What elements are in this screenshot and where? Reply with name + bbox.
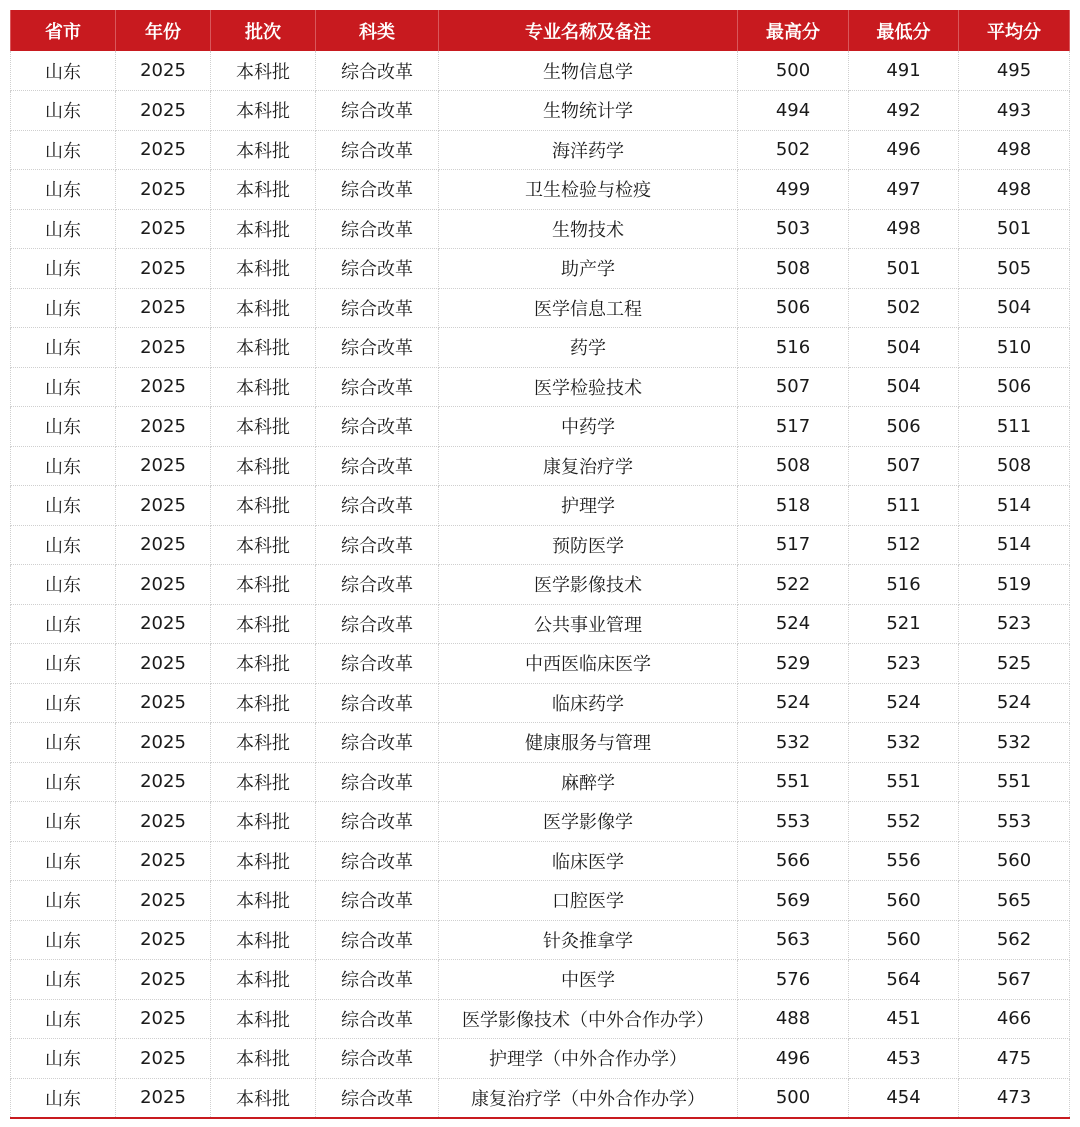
cell-category: 综合改革 bbox=[316, 486, 439, 526]
cell-batch: 本科批 bbox=[211, 604, 316, 644]
cell-max-score: 517 bbox=[738, 407, 849, 447]
cell-province: 山东 bbox=[11, 130, 116, 170]
cell-min-score: 551 bbox=[849, 762, 959, 802]
cell-max-score: 507 bbox=[738, 367, 849, 407]
table-row bbox=[11, 1039, 1070, 1079]
cell-batch: 本科批 bbox=[211, 328, 316, 368]
header-row bbox=[11, 10, 1070, 51]
cell-year: 2025 bbox=[116, 565, 211, 605]
cell-major: 护理学（中外合作办学） bbox=[439, 1039, 738, 1079]
table-row bbox=[11, 407, 1070, 447]
cell-avg-score: 504 bbox=[959, 288, 1070, 328]
cell-major: 药学 bbox=[439, 328, 738, 368]
cell-batch: 本科批 bbox=[211, 209, 316, 249]
cell-category: 综合改革 bbox=[316, 1039, 439, 1079]
cell-max-score: 553 bbox=[738, 802, 849, 842]
cell-avg-score: 505 bbox=[959, 249, 1070, 289]
cell-max-score: 517 bbox=[738, 525, 849, 565]
cell-category: 综合改革 bbox=[316, 723, 439, 763]
cell-year: 2025 bbox=[116, 367, 211, 407]
cell-category: 综合改革 bbox=[316, 367, 439, 407]
header-major: 专业名称及备注 bbox=[439, 10, 738, 51]
cell-avg-score: 498 bbox=[959, 130, 1070, 170]
cell-max-score: 563 bbox=[738, 920, 849, 960]
cell-major: 中医学 bbox=[439, 960, 738, 1000]
cell-major: 医学影像技术 bbox=[439, 565, 738, 605]
cell-min-score: 492 bbox=[849, 91, 959, 131]
cell-min-score: 496 bbox=[849, 130, 959, 170]
cell-province: 山东 bbox=[11, 841, 116, 881]
header-category: 科类 bbox=[316, 10, 439, 51]
cell-batch: 本科批 bbox=[211, 1039, 316, 1079]
cell-min-score: 451 bbox=[849, 999, 959, 1039]
cell-province: 山东 bbox=[11, 762, 116, 802]
cell-category: 综合改革 bbox=[316, 1078, 439, 1118]
cell-min-score: 506 bbox=[849, 407, 959, 447]
cell-province: 山东 bbox=[11, 51, 116, 91]
cell-province: 山东 bbox=[11, 802, 116, 842]
cell-avg-score: 475 bbox=[959, 1039, 1070, 1079]
cell-min-score: 511 bbox=[849, 486, 959, 526]
table-row bbox=[11, 328, 1070, 368]
cell-min-score: 532 bbox=[849, 723, 959, 763]
cell-category: 综合改革 bbox=[316, 51, 439, 91]
cell-min-score: 502 bbox=[849, 288, 959, 328]
cell-avg-score: 567 bbox=[959, 960, 1070, 1000]
cell-category: 综合改革 bbox=[316, 446, 439, 486]
cell-major: 临床药学 bbox=[439, 683, 738, 723]
cell-max-score: 569 bbox=[738, 881, 849, 921]
cell-year: 2025 bbox=[116, 841, 211, 881]
cell-batch: 本科批 bbox=[211, 288, 316, 328]
cell-avg-score: 495 bbox=[959, 51, 1070, 91]
cell-batch: 本科批 bbox=[211, 841, 316, 881]
cell-province: 山东 bbox=[11, 644, 116, 684]
table-row bbox=[11, 249, 1070, 289]
header-avg-score: 平均分 bbox=[959, 10, 1070, 51]
cell-avg-score: 506 bbox=[959, 367, 1070, 407]
cell-major: 公共事业管理 bbox=[439, 604, 738, 644]
cell-year: 2025 bbox=[116, 170, 211, 210]
cell-major: 医学检验技术 bbox=[439, 367, 738, 407]
cell-major: 生物信息学 bbox=[439, 51, 738, 91]
table-row bbox=[11, 1078, 1070, 1118]
cell-major: 口腔医学 bbox=[439, 881, 738, 921]
cell-province: 山东 bbox=[11, 367, 116, 407]
cell-min-score: 560 bbox=[849, 920, 959, 960]
admission-score-table bbox=[10, 10, 1070, 1119]
table-header bbox=[11, 10, 1070, 51]
cell-min-score: 512 bbox=[849, 525, 959, 565]
cell-major: 中西医临床医学 bbox=[439, 644, 738, 684]
cell-min-score: 521 bbox=[849, 604, 959, 644]
cell-year: 2025 bbox=[116, 802, 211, 842]
cell-avg-score: 514 bbox=[959, 486, 1070, 526]
cell-year: 2025 bbox=[116, 407, 211, 447]
cell-avg-score: 510 bbox=[959, 328, 1070, 368]
cell-year: 2025 bbox=[116, 762, 211, 802]
cell-avg-score: 523 bbox=[959, 604, 1070, 644]
cell-max-score: 522 bbox=[738, 565, 849, 605]
table-row bbox=[11, 683, 1070, 723]
cell-major: 卫生检验与检疫 bbox=[439, 170, 738, 210]
cell-province: 山东 bbox=[11, 209, 116, 249]
cell-category: 综合改革 bbox=[316, 841, 439, 881]
cell-avg-score: 519 bbox=[959, 565, 1070, 605]
cell-batch: 本科批 bbox=[211, 960, 316, 1000]
cell-min-score: 564 bbox=[849, 960, 959, 1000]
cell-major: 麻醉学 bbox=[439, 762, 738, 802]
cell-category: 综合改革 bbox=[316, 249, 439, 289]
cell-category: 综合改革 bbox=[316, 288, 439, 328]
cell-max-score: 506 bbox=[738, 288, 849, 328]
cell-avg-score: 565 bbox=[959, 881, 1070, 921]
cell-year: 2025 bbox=[116, 604, 211, 644]
cell-major: 医学信息工程 bbox=[439, 288, 738, 328]
cell-avg-score: 511 bbox=[959, 407, 1070, 447]
cell-batch: 本科批 bbox=[211, 525, 316, 565]
cell-max-score: 551 bbox=[738, 762, 849, 802]
table-body bbox=[11, 51, 1070, 1118]
cell-max-score: 508 bbox=[738, 446, 849, 486]
cell-batch: 本科批 bbox=[211, 91, 316, 131]
cell-batch: 本科批 bbox=[211, 367, 316, 407]
cell-province: 山东 bbox=[11, 920, 116, 960]
cell-batch: 本科批 bbox=[211, 1078, 316, 1118]
cell-avg-score: 473 bbox=[959, 1078, 1070, 1118]
cell-batch: 本科批 bbox=[211, 881, 316, 921]
cell-year: 2025 bbox=[116, 683, 211, 723]
cell-category: 综合改革 bbox=[316, 683, 439, 723]
cell-min-score: 556 bbox=[849, 841, 959, 881]
cell-min-score: 524 bbox=[849, 683, 959, 723]
table-row bbox=[11, 762, 1070, 802]
cell-province: 山东 bbox=[11, 960, 116, 1000]
cell-min-score: 560 bbox=[849, 881, 959, 921]
cell-province: 山东 bbox=[11, 1039, 116, 1079]
cell-batch: 本科批 bbox=[211, 565, 316, 605]
cell-max-score: 532 bbox=[738, 723, 849, 763]
cell-year: 2025 bbox=[116, 960, 211, 1000]
cell-category: 综合改革 bbox=[316, 91, 439, 131]
cell-batch: 本科批 bbox=[211, 407, 316, 447]
table-row bbox=[11, 565, 1070, 605]
cell-province: 山东 bbox=[11, 446, 116, 486]
cell-year: 2025 bbox=[116, 644, 211, 684]
cell-avg-score: 525 bbox=[959, 644, 1070, 684]
cell-year: 2025 bbox=[116, 51, 211, 91]
cell-major: 生物统计学 bbox=[439, 91, 738, 131]
cell-category: 综合改革 bbox=[316, 525, 439, 565]
cell-batch: 本科批 bbox=[211, 999, 316, 1039]
cell-category: 综合改革 bbox=[316, 802, 439, 842]
table-row bbox=[11, 802, 1070, 842]
table-row bbox=[11, 91, 1070, 131]
cell-province: 山东 bbox=[11, 881, 116, 921]
cell-max-score: 524 bbox=[738, 683, 849, 723]
cell-avg-score: 551 bbox=[959, 762, 1070, 802]
cell-avg-score: 508 bbox=[959, 446, 1070, 486]
table-row bbox=[11, 644, 1070, 684]
cell-min-score: 498 bbox=[849, 209, 959, 249]
cell-year: 2025 bbox=[116, 446, 211, 486]
header-min-score: 最低分 bbox=[849, 10, 959, 51]
table-row bbox=[11, 288, 1070, 328]
cell-category: 综合改革 bbox=[316, 881, 439, 921]
cell-max-score: 516 bbox=[738, 328, 849, 368]
header-province: 省市 bbox=[11, 10, 116, 51]
cell-year: 2025 bbox=[116, 920, 211, 960]
cell-year: 2025 bbox=[116, 91, 211, 131]
cell-province: 山东 bbox=[11, 999, 116, 1039]
table-row bbox=[11, 841, 1070, 881]
cell-batch: 本科批 bbox=[211, 644, 316, 684]
cell-category: 综合改革 bbox=[316, 644, 439, 684]
cell-avg-score: 560 bbox=[959, 841, 1070, 881]
cell-max-score: 503 bbox=[738, 209, 849, 249]
cell-min-score: 453 bbox=[849, 1039, 959, 1079]
cell-province: 山东 bbox=[11, 407, 116, 447]
cell-min-score: 497 bbox=[849, 170, 959, 210]
cell-min-score: 501 bbox=[849, 249, 959, 289]
cell-avg-score: 501 bbox=[959, 209, 1070, 249]
cell-category: 综合改革 bbox=[316, 407, 439, 447]
cell-province: 山东 bbox=[11, 288, 116, 328]
cell-batch: 本科批 bbox=[211, 446, 316, 486]
cell-max-score: 502 bbox=[738, 130, 849, 170]
cell-year: 2025 bbox=[116, 486, 211, 526]
cell-max-score: 488 bbox=[738, 999, 849, 1039]
cell-province: 山东 bbox=[11, 604, 116, 644]
cell-min-score: 507 bbox=[849, 446, 959, 486]
cell-batch: 本科批 bbox=[211, 170, 316, 210]
cell-max-score: 499 bbox=[738, 170, 849, 210]
cell-max-score: 524 bbox=[738, 604, 849, 644]
cell-batch: 本科批 bbox=[211, 130, 316, 170]
cell-category: 综合改革 bbox=[316, 960, 439, 1000]
cell-batch: 本科批 bbox=[211, 723, 316, 763]
cell-max-score: 496 bbox=[738, 1039, 849, 1079]
cell-province: 山东 bbox=[11, 486, 116, 526]
table-row bbox=[11, 525, 1070, 565]
cell-max-score: 500 bbox=[738, 51, 849, 91]
cell-min-score: 454 bbox=[849, 1078, 959, 1118]
cell-year: 2025 bbox=[116, 328, 211, 368]
cell-category: 综合改革 bbox=[316, 920, 439, 960]
table-row bbox=[11, 999, 1070, 1039]
table-row bbox=[11, 960, 1070, 1000]
cell-year: 2025 bbox=[116, 1078, 211, 1118]
header-max-score: 最高分 bbox=[738, 10, 849, 51]
table-row bbox=[11, 367, 1070, 407]
cell-major: 生物技术 bbox=[439, 209, 738, 249]
cell-year: 2025 bbox=[116, 723, 211, 763]
cell-max-score: 576 bbox=[738, 960, 849, 1000]
cell-year: 2025 bbox=[116, 525, 211, 565]
cell-province: 山东 bbox=[11, 683, 116, 723]
cell-batch: 本科批 bbox=[211, 683, 316, 723]
cell-province: 山东 bbox=[11, 91, 116, 131]
cell-category: 综合改革 bbox=[316, 762, 439, 802]
cell-category: 综合改革 bbox=[316, 170, 439, 210]
cell-major: 健康服务与管理 bbox=[439, 723, 738, 763]
cell-batch: 本科批 bbox=[211, 762, 316, 802]
cell-year: 2025 bbox=[116, 999, 211, 1039]
cell-year: 2025 bbox=[116, 881, 211, 921]
cell-category: 综合改革 bbox=[316, 604, 439, 644]
cell-max-score: 494 bbox=[738, 91, 849, 131]
cell-batch: 本科批 bbox=[211, 249, 316, 289]
table-row bbox=[11, 209, 1070, 249]
cell-min-score: 516 bbox=[849, 565, 959, 605]
cell-min-score: 523 bbox=[849, 644, 959, 684]
cell-min-score: 552 bbox=[849, 802, 959, 842]
cell-major: 预防医学 bbox=[439, 525, 738, 565]
cell-major: 针灸推拿学 bbox=[439, 920, 738, 960]
header-year: 年份 bbox=[116, 10, 211, 51]
cell-avg-score: 466 bbox=[959, 999, 1070, 1039]
cell-batch: 本科批 bbox=[211, 920, 316, 960]
cell-province: 山东 bbox=[11, 249, 116, 289]
cell-province: 山东 bbox=[11, 1078, 116, 1118]
cell-category: 综合改革 bbox=[316, 999, 439, 1039]
cell-major: 助产学 bbox=[439, 249, 738, 289]
cell-min-score: 491 bbox=[849, 51, 959, 91]
cell-category: 综合改革 bbox=[316, 209, 439, 249]
table-row bbox=[11, 486, 1070, 526]
table-row bbox=[11, 130, 1070, 170]
cell-min-score: 504 bbox=[849, 328, 959, 368]
cell-max-score: 518 bbox=[738, 486, 849, 526]
cell-major: 医学影像学 bbox=[439, 802, 738, 842]
cell-year: 2025 bbox=[116, 288, 211, 328]
table-row bbox=[11, 51, 1070, 91]
cell-year: 2025 bbox=[116, 249, 211, 289]
cell-avg-score: 532 bbox=[959, 723, 1070, 763]
table-row bbox=[11, 604, 1070, 644]
cell-province: 山东 bbox=[11, 723, 116, 763]
cell-province: 山东 bbox=[11, 565, 116, 605]
cell-major: 护理学 bbox=[439, 486, 738, 526]
cell-max-score: 500 bbox=[738, 1078, 849, 1118]
cell-batch: 本科批 bbox=[211, 51, 316, 91]
cell-year: 2025 bbox=[116, 1039, 211, 1079]
cell-avg-score: 514 bbox=[959, 525, 1070, 565]
cell-avg-score: 493 bbox=[959, 91, 1070, 131]
cell-batch: 本科批 bbox=[211, 802, 316, 842]
cell-major: 康复治疗学（中外合作办学） bbox=[439, 1078, 738, 1118]
score-table-container bbox=[10, 10, 1069, 1119]
cell-province: 山东 bbox=[11, 525, 116, 565]
cell-major: 海洋药学 bbox=[439, 130, 738, 170]
cell-category: 综合改革 bbox=[316, 130, 439, 170]
cell-year: 2025 bbox=[116, 209, 211, 249]
cell-avg-score: 553 bbox=[959, 802, 1070, 842]
table-row bbox=[11, 920, 1070, 960]
cell-max-score: 529 bbox=[738, 644, 849, 684]
cell-avg-score: 498 bbox=[959, 170, 1070, 210]
table-row bbox=[11, 170, 1070, 210]
cell-min-score: 504 bbox=[849, 367, 959, 407]
cell-major: 中药学 bbox=[439, 407, 738, 447]
cell-category: 综合改革 bbox=[316, 565, 439, 605]
cell-major: 医学影像技术（中外合作办学） bbox=[439, 999, 738, 1039]
table-row bbox=[11, 723, 1070, 763]
header-batch: 批次 bbox=[211, 10, 316, 51]
cell-province: 山东 bbox=[11, 170, 116, 210]
cell-province: 山东 bbox=[11, 328, 116, 368]
cell-avg-score: 524 bbox=[959, 683, 1070, 723]
cell-max-score: 566 bbox=[738, 841, 849, 881]
cell-avg-score: 562 bbox=[959, 920, 1070, 960]
table-row bbox=[11, 446, 1070, 486]
cell-major: 临床医学 bbox=[439, 841, 738, 881]
cell-category: 综合改革 bbox=[316, 328, 439, 368]
cell-year: 2025 bbox=[116, 130, 211, 170]
table-row bbox=[11, 881, 1070, 921]
cell-max-score: 508 bbox=[738, 249, 849, 289]
cell-major: 康复治疗学 bbox=[439, 446, 738, 486]
cell-batch: 本科批 bbox=[211, 486, 316, 526]
